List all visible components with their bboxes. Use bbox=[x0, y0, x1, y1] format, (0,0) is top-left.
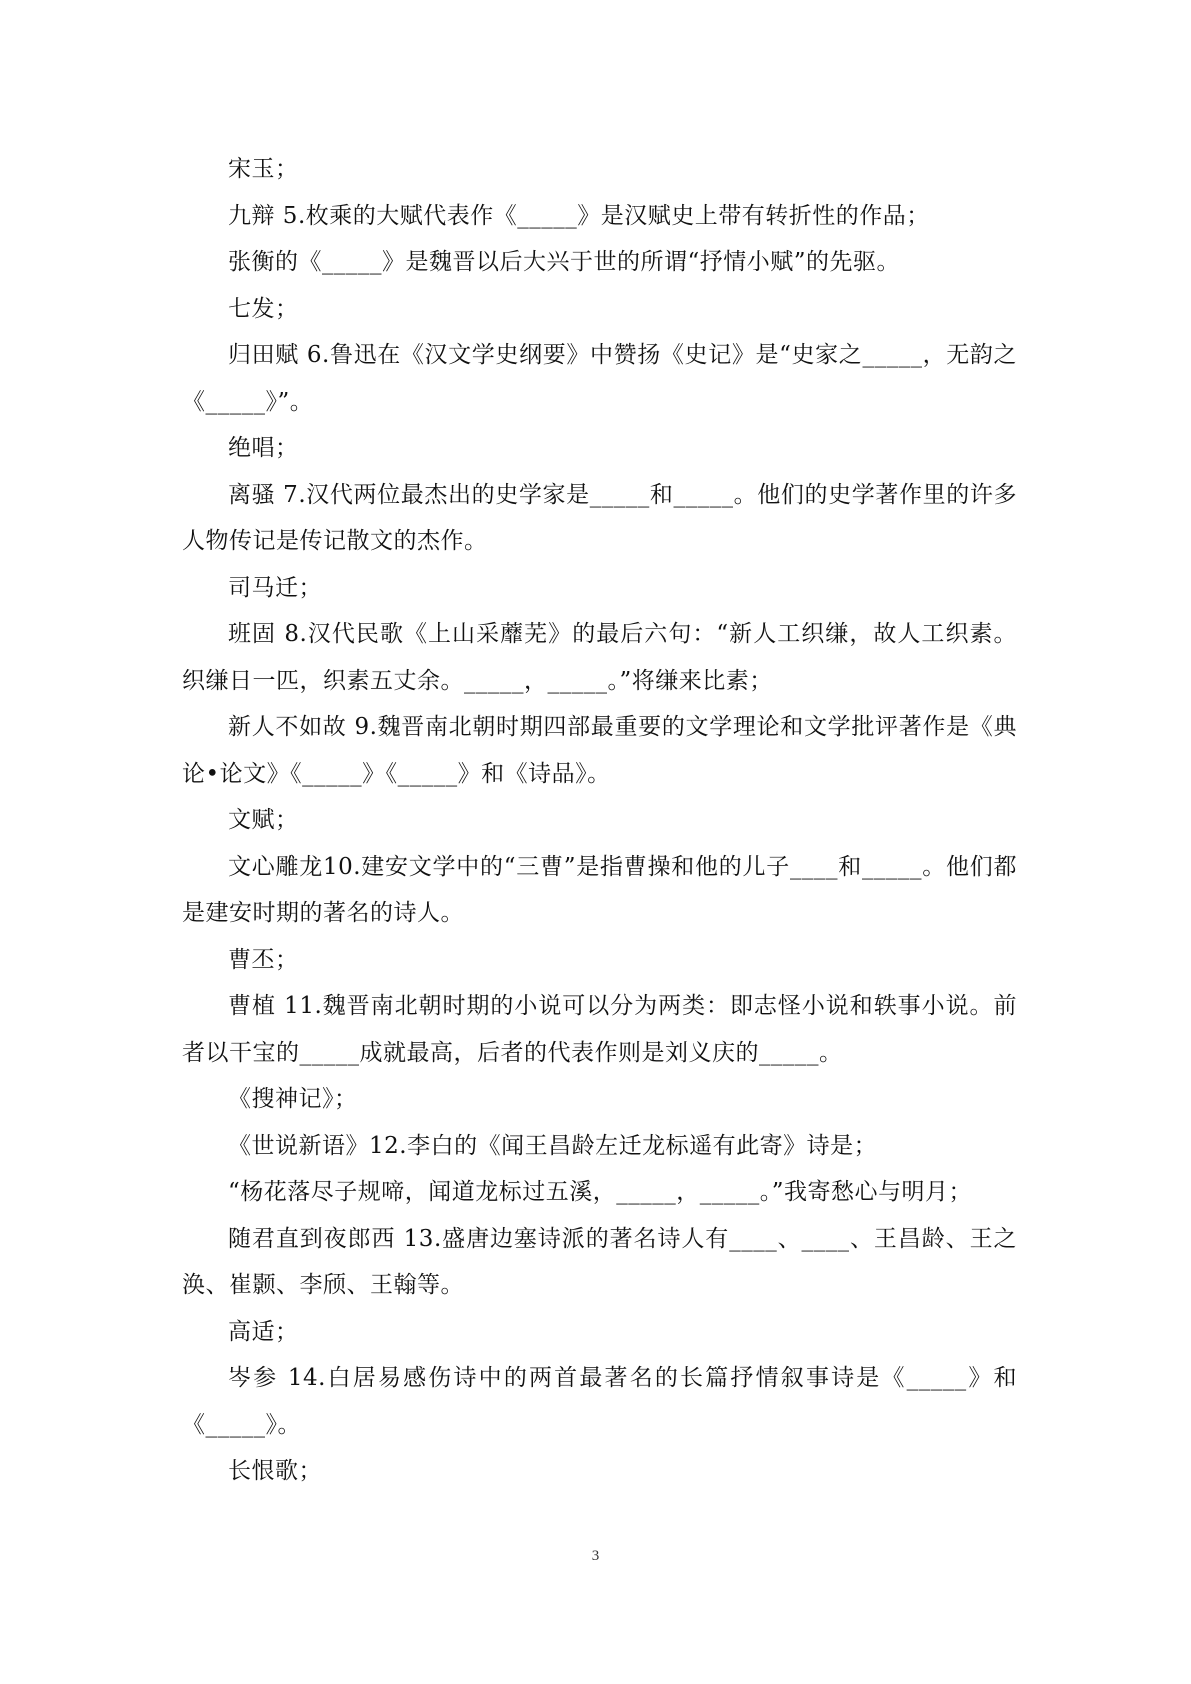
paragraph: 随君直到夜郎西 13.盛唐边塞诗派的著名诗人有____、____、王昌龄、王之涣、崔颢、李颀、王翰等。 bbox=[182, 1225, 1017, 1298]
page-body bbox=[182, 146, 1017, 1495]
paragraph: 长恨歌； bbox=[228, 1458, 322, 1484]
paragraph: 张衡的《_____》是魏晋以后大兴于世的所谓“抒情小赋”的先驱。 bbox=[228, 249, 901, 275]
paragraph: 离骚 7.汉代两位最杰出的史学家是_____和_____。他们的史学著作里的许多人物传记是传记散文的杰作。 bbox=[182, 481, 1017, 554]
paragraph: 新人不如故 9.魏晋南北朝时期四部最重要的文学理论和文学批评著作是《典论•论文》《_____》《_____》和《诗品》。 bbox=[182, 714, 1017, 787]
page-number: 3 bbox=[591, 1548, 600, 1564]
paragraph: 九辩 5.枚乘的大赋代表作《_____》是汉赋史上带有转折性的作品； bbox=[228, 202, 930, 229]
paragraph: 《世说新语》12.李白的《闻王昌龄左迁龙标遥有此寄》诗是； bbox=[228, 1132, 878, 1159]
paragraph: 高适； bbox=[228, 1318, 299, 1345]
paragraph: 文心雕龙10.建安文学中的“三曹”是指曹操和他的儿子____和_____。他们都是建安时期的著名的诗人。 bbox=[182, 853, 1017, 926]
paragraph: 曹植 11.魏晋南北朝时期的小说可以分为两类：即志怪小说和轶事小说。前者以干宝的_____成就最高，后者的代表作则是刘义庆的_____。 bbox=[182, 993, 1017, 1066]
paragraph: 司马迁； bbox=[228, 574, 322, 601]
paragraph: 班固 8.汉代民歌《上山采蘼芜》的最后六句：“新人工织缣，故人工织素。织缣日一匹，织素五丈余。_____，_____。”将缣来比素； bbox=[182, 621, 1017, 694]
paragraph: 《搜神记》； bbox=[228, 1086, 358, 1112]
paragraph: 岑参 14.白居易感伤诗中的两首最著名的长篇抒情叙事诗是《_____》和《_____》。 bbox=[182, 1365, 1017, 1438]
paragraph: 归田赋 6.鲁迅在《汉文学史纲要》中赞扬《史记》是“史家之_____，无韵之《_____》”。 bbox=[182, 342, 1017, 415]
paragraph: 宋玉； bbox=[228, 156, 299, 182]
paragraph: 七发； bbox=[228, 295, 299, 322]
paragraph: 绝唱； bbox=[228, 435, 299, 461]
paragraph: 文赋； bbox=[228, 807, 299, 833]
paragraph: 曹丕； bbox=[228, 946, 299, 973]
paragraph: “杨花落尽子规啼，闻道龙标过五溪，_____，_____。”我寄愁心与明月； bbox=[228, 1179, 973, 1205]
